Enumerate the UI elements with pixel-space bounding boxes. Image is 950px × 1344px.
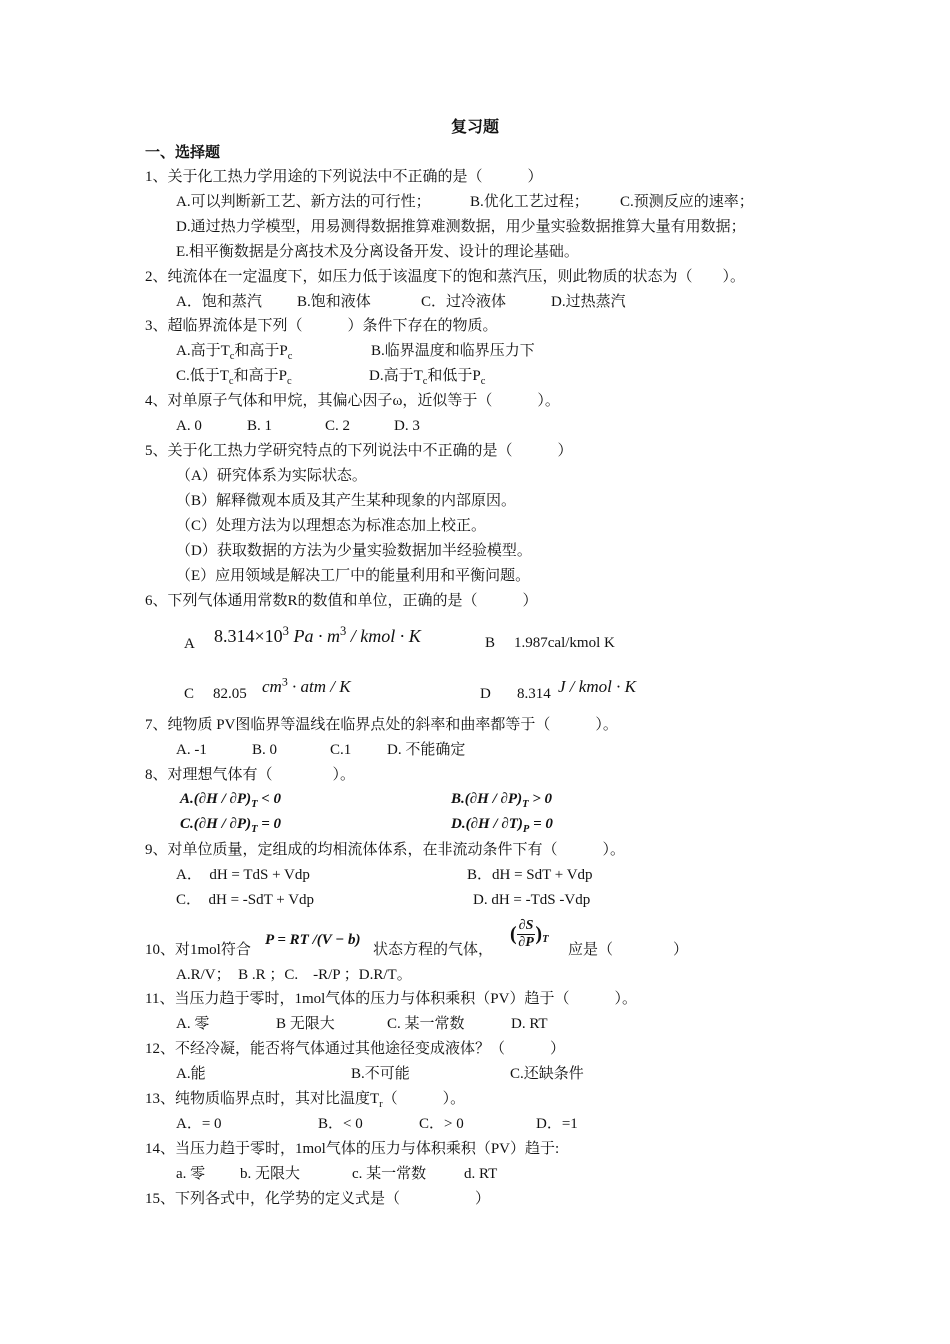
q14-option-a: a. 零	[176, 1166, 206, 1182]
q5-option-d: （D）获取数据的方法为少量实验数据加半经验模型。	[176, 543, 532, 559]
q14-option-c: c. 某一常数	[352, 1166, 427, 1182]
q5-stem: 5、关于化工热力学研究特点的下列说法中不正确的是（ ）	[145, 443, 573, 459]
q10-mid: 状态方程的气体，	[373, 942, 494, 958]
q10-denominator: ∂P	[518, 935, 534, 950]
q1-option-c: C.预测反应的速率；	[620, 194, 754, 210]
q3-a-sub2: c	[287, 351, 293, 362]
q8-option-d	[451, 814, 553, 834]
q3-stem: 3、超临界流体是下列（ ）条件下存在的物质。	[145, 318, 498, 334]
q8-option-c	[180, 814, 281, 834]
q8-c-rel: = 0	[257, 816, 282, 832]
q6-option-d-label: D	[480, 686, 491, 702]
q8-b-expr: B.(∂H / ∂P)	[451, 791, 523, 807]
q14-option-b: b. 无限大	[240, 1166, 301, 1182]
q3-d-mid: 和低于P	[427, 368, 481, 384]
q1-option-b: B.优化工艺过程；	[470, 194, 589, 210]
q10-lparen: (	[510, 923, 517, 945]
q8-a-sub: T	[251, 799, 258, 810]
q3-c-mid: 和高于P	[233, 368, 287, 384]
q8-b-rel: > 0	[528, 791, 553, 807]
q10-rparen: )	[535, 923, 543, 945]
q9-option-b: B．dH = SdT + Vdp	[467, 867, 593, 883]
q3-c-sub2: c	[286, 376, 292, 387]
q4-option-d: D. 3	[394, 418, 420, 434]
q1-option-e: E.相平衡数据是分离技术及分离设备开发、设计的理论基础。	[176, 244, 579, 260]
q10-numerator: ∂S	[518, 918, 534, 933]
q13-stem-post: （ ）。	[382, 1091, 466, 1107]
q3-a-sub: c	[229, 351, 235, 362]
q2-option-c: C．过冷液体	[421, 294, 507, 310]
q6-option-a-label: A	[184, 636, 195, 652]
q3-option-b: B.临界温度和临界压力下	[371, 343, 535, 359]
q13-option-d: D．=1	[536, 1116, 578, 1132]
q1-stem: 1、关于化工热力学用途的下列说法中不正确的是（ ）	[145, 169, 543, 185]
q9-stem: 9、对单位质量，定组成的均相流体体系，在非流动条件下有（ ）。	[145, 842, 626, 858]
q3-option-a	[176, 341, 292, 361]
q8-c-sub: T	[251, 824, 258, 835]
q8-d-sub: P	[522, 824, 530, 835]
q5-option-b: （B）解释微观本质及其产生某种现象的内部原因。	[176, 493, 517, 509]
q15-stem: 15、下列各式中，化学势的定义式是（ ）	[145, 1191, 491, 1207]
q6-a-unit: Pa · m	[293, 626, 340, 646]
q6-option-c-label: C	[184, 686, 195, 702]
q3-a-pre: A.高于T	[176, 343, 230, 359]
q8-c-expr: C.(∂H / ∂P)	[180, 816, 252, 832]
page-title: 复习题	[451, 119, 500, 136]
q12-stem: 12、不经冷凝，能否将气体通过其他途径变成液体？（ ）	[145, 1041, 566, 1057]
q4-option-b: B. 1	[247, 418, 273, 434]
q2-stem: 2、纯流体在一定温度下，如压力低于该温度下的饱和蒸汽压，则此物质的状态为（ ）。	[145, 269, 746, 285]
q8-d-rel: = 0	[529, 816, 553, 832]
q5-option-a: （A）研究体系为实际状态。	[176, 468, 367, 484]
q3-d-sub: c	[422, 376, 428, 387]
q8-option-a	[180, 789, 281, 809]
q5-option-c: （C）处理方法为以理想态为标准态加上校正。	[176, 518, 487, 534]
q6-a-val: 8.314×10	[214, 626, 283, 646]
q9-option-a: A． dH = TdS + Vdp	[176, 867, 310, 883]
q6-option-a-formula	[214, 626, 421, 647]
q4-option-c: C. 2	[325, 418, 351, 434]
q10-sub: T	[542, 933, 549, 945]
q2-option-b: B.饱和液体	[297, 294, 371, 310]
q3-d-pre: D.高于T	[369, 368, 423, 384]
q3-d-sub2: c	[480, 376, 486, 387]
q7-option-d: D. 不能确定	[387, 742, 466, 758]
q9-option-c: C． dH = -SdT + Vdp	[176, 892, 315, 908]
q14-stem: 14、当压力趋于零时，1mol气体的压力与体积乘积（PV）趋于:	[145, 1141, 560, 1157]
q10-partial-derivative	[510, 918, 548, 951]
q10-options: A.R/V； B .R ；C. -R/P ；D.R/T。	[176, 967, 412, 983]
q3-c-pre: C.低于T	[176, 368, 229, 384]
q6-option-c-unit	[262, 674, 351, 697]
q4-option-a: A. 0	[176, 418, 202, 434]
q10-fraction	[517, 918, 536, 951]
q7-option-c: C.1	[330, 742, 352, 758]
q3-option-c	[176, 366, 292, 386]
q6-option-b-value: 1.987cal/kmol K	[514, 635, 615, 651]
q3-c-sub: c	[228, 376, 234, 387]
q9-option-d: D. dH = -TdS -Vdp	[473, 892, 591, 908]
q4-stem: 4、对单原子气体和甲烷，其偏心因子ω，近似等于（ ）。	[145, 393, 560, 409]
q8-stem: 8、对理想气体有（ ）。	[145, 767, 356, 783]
q6-option-d-value: 8.314	[517, 686, 551, 702]
q11-option-a: A. 零	[176, 1016, 210, 1032]
q7-option-b: B. 0	[252, 742, 278, 758]
q3-a-mid: 和高于P	[234, 343, 288, 359]
q11-stem: 11、当压力趋于零时，1mol气体的压力与体积乘积（PV）趋于（ ）。	[145, 991, 637, 1007]
q11-option-b: B 无限大	[276, 1016, 335, 1032]
q6-a-exp: 3	[282, 624, 289, 638]
q8-d-expr: D.(∂H / ∂T)	[451, 816, 523, 832]
q13-option-a: A．= 0	[176, 1116, 222, 1132]
q12-option-a: A.能	[176, 1066, 206, 1082]
q1-option-a: A.可以判断新工艺、新方法的可行性；	[176, 194, 431, 210]
q6-option-d-unit: J / kmol · K	[558, 677, 636, 696]
q12-option-b: B.不可能	[351, 1066, 410, 1082]
q8-a-expr: A.(∂H / ∂P)	[180, 791, 252, 807]
q6-stem: 6、下列气体通用常数R的数值和单位，正确的是（ ）	[145, 593, 538, 609]
q6-c-unit: cm	[262, 677, 282, 696]
q2-option-a: A．饱和蒸汽	[176, 294, 262, 310]
q8-option-b	[451, 789, 552, 809]
q1-option-d: D.通过热力学模型，用易测得数据推算难测数据，用少量实验数据推算大量有用数据；	[176, 219, 746, 235]
q6-option-c-value: 82.05	[213, 686, 247, 702]
section-heading: 一、选择题	[145, 145, 221, 161]
q6-a-unit2: / kmol · K	[346, 626, 421, 646]
q6-c-unit-exp: 3	[281, 674, 288, 689]
q10-pre: 10、对1mol符合	[145, 942, 251, 958]
q11-option-d: D. RT	[511, 1016, 548, 1032]
q10-post: 应是（ ）	[568, 942, 689, 958]
q6-c-unit2: · atm / K	[287, 677, 351, 696]
q12-option-c: C.还缺条件	[510, 1066, 584, 1082]
q2-option-d: D.过热蒸汽	[551, 294, 626, 310]
q13-stem-pre: 13、纯物质临界点时，其对比温度T	[145, 1091, 380, 1107]
q6-option-b-label: B	[485, 635, 496, 651]
q13-option-b: B．< 0	[318, 1116, 363, 1132]
q8-b-sub: T	[522, 799, 529, 810]
q5-option-e: （E）应用领域是解决工厂中的能量利用和平衡问题。	[176, 568, 531, 584]
q13-stem-sub: r	[379, 1099, 383, 1110]
q14-option-d: d. RT	[464, 1166, 498, 1182]
q8-a-rel: < 0	[257, 791, 282, 807]
q6-a-unit-exp: 3	[339, 624, 347, 638]
q11-option-c: C. 某一常数	[387, 1016, 465, 1032]
q7-stem: 7、纯物质 PV图临界等温线在临界点处的斜率和曲率都等于（ ）。	[145, 717, 618, 733]
q13-stem	[145, 1089, 465, 1109]
q3-option-d	[369, 366, 485, 386]
q10-equation: P = RT /(V − b)	[265, 932, 361, 948]
q7-option-a: A. -1	[176, 742, 207, 758]
q13-option-c: C．> 0	[419, 1116, 464, 1132]
